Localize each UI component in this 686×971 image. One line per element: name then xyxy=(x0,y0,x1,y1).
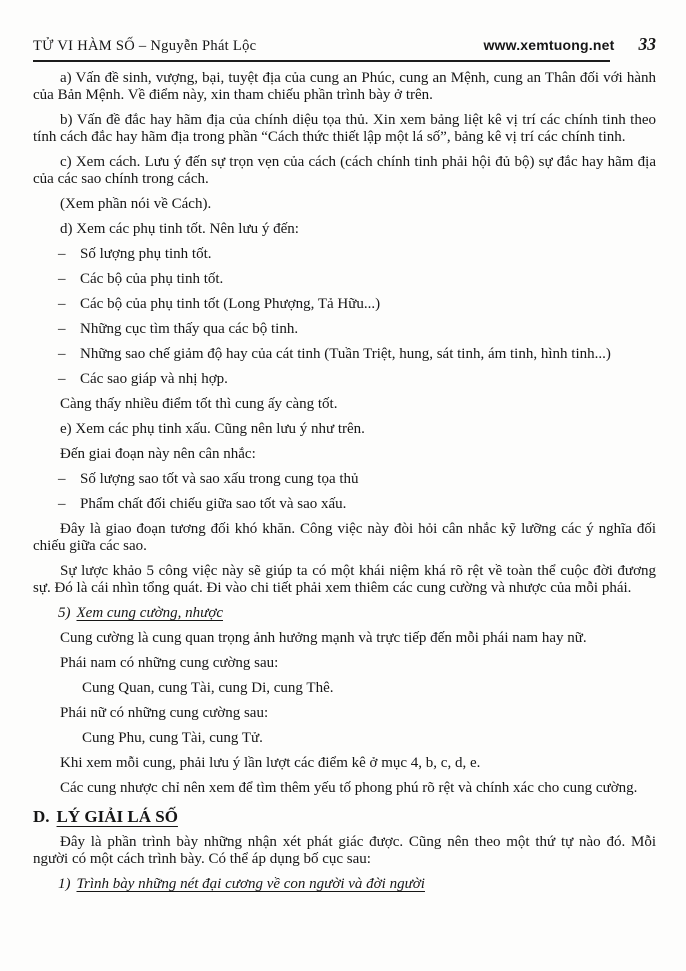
book-title: TỬ VI HÀM SỐ – Nguyễn Phát Lộc xyxy=(33,38,257,54)
paragraph: Khi xem mỗi cung, phải lưu ý lần lượt các điểm kê ở mục 4, b, c, d, e. xyxy=(60,755,481,771)
website-url: www.xemtuong.net xyxy=(483,37,615,53)
bullet-text: Số lượng phụ tinh tốt. xyxy=(80,246,212,262)
bullet-item xyxy=(58,496,656,513)
bullet-dash-icon: – xyxy=(58,321,66,337)
paragraph: Phái nữ có những cung cường sau: xyxy=(60,705,269,721)
bullet-item xyxy=(58,371,656,388)
running-head xyxy=(33,34,656,55)
page-number: 33 xyxy=(638,34,656,54)
bullet-dash-icon: – xyxy=(58,246,66,262)
paragraph: a) Vấn đề sinh, vượng, bại, tuyệt địa của cung an Phúc, cung an Mệnh, cung an Thân đối với hành của Bản Mệnh. Về điểm này, xin tham chiếu phần trình bày ở trên. xyxy=(33,70,656,103)
bullet-item xyxy=(58,346,656,363)
bullet-dash-icon: – xyxy=(58,296,66,312)
heading-text: Trình bày những nét đại cương về con người và đời người xyxy=(76,876,425,892)
bullet-item xyxy=(58,471,656,488)
paragraph: d) Xem các phụ tinh tốt. Nên lưu ý đến: xyxy=(60,221,299,237)
paragraph: Sự lược khảo 5 công việc này sẽ giúp ta có một khái niệm khá rõ rệt về toàn thể cuộc đời đương sự. Đó là cái nhìn tổng quát. Đi vào chi tiết phải xem thiêm các cung cường và nhược của mỗi phái. xyxy=(33,563,656,596)
bullet-item xyxy=(58,246,656,263)
indented-line: Cung Quan, cung Tài, cung Di, cung Thê. xyxy=(82,680,334,696)
paragraph: (Xem phần nói về Cách). xyxy=(60,196,212,212)
heading-prefix: D. xyxy=(33,807,50,826)
bullet-item xyxy=(58,271,656,288)
paragraph: e) Xem các phụ tinh xấu. Cũng nên lưu ý như trên. xyxy=(60,421,365,437)
bullet-dash-icon: – xyxy=(58,496,66,512)
heading-prefix: 1) xyxy=(58,876,71,892)
paragraph: Càng thấy nhiều điểm tốt thì cung ấy càng tốt. xyxy=(60,396,338,412)
section-heading xyxy=(33,807,656,826)
bullet-text: Phẩm chất đối chiếu giữa sao tốt và sao xấu. xyxy=(80,496,347,512)
paragraph: b) Vấn đề đắc hay hãm địa của chính diệu tọa thủ. Xin xem bảng liệt kê vị trí các chính tinh theo tính cách đắc hay hãm địa trong phần “Cách thức thiết lập một lá số”, bảng kê vị trí các chính tinh. xyxy=(33,112,656,145)
bullet-dash-icon: – xyxy=(58,371,66,387)
paragraph: c) Xem cách. Lưu ý đến sự trọn vẹn của cách (cách chính tinh phải hội đủ bộ) sự đắc hay hãm địa của các sao chính trong cách. xyxy=(33,154,656,187)
paragraph: Đây là phần trình bày những nhận xét phát giác được. Cũng nên theo một thứ tự nào đó. Mỗi người có một cách trình bày. Có thể áp dụng bố cục sau: xyxy=(33,834,656,867)
bullet-text: Những sao chế giảm độ hay của cát tinh (Tuần Triệt, hung, sát tinh, ám tinh, hình tinh...) xyxy=(80,346,611,362)
subsection-heading xyxy=(58,605,656,622)
header-rule xyxy=(33,60,610,62)
bullet-dash-icon: – xyxy=(58,471,66,487)
heading-prefix: 5) xyxy=(58,605,71,621)
page-header xyxy=(33,34,656,62)
paragraph: Đến giai đoạn này nên cân nhắc: xyxy=(60,446,256,462)
paragraph: Các cung nhược chỉ nên xem để tìm thêm yếu tố phong phú rõ rệt và chính xác cho cung cường. xyxy=(60,780,638,796)
bullet-dash-icon: – xyxy=(58,271,66,287)
bullet-text: Các bộ của phụ tinh tốt. xyxy=(80,271,224,287)
heading-text: LÝ GIẢI LÁ SỐ xyxy=(56,807,178,826)
bullet-dash-icon: – xyxy=(58,346,66,362)
indented-line: Cung Phu, cung Tài, cung Tử. xyxy=(82,730,263,746)
subsection-heading xyxy=(58,876,656,893)
bullet-text: Số lượng sao tốt và sao xấu trong cung tọa thủ xyxy=(80,471,359,487)
header-right xyxy=(483,34,656,55)
paragraph: Cung cường là cung quan trọng ảnh hưởng mạnh và trực tiếp đến mỗi phái nam hay nữ. xyxy=(60,630,587,646)
bullet-text: Các sao giáp và nhị hợp. xyxy=(80,371,228,387)
paragraph: Đây là giao đoạn tương đối khó khăn. Công việc này đòi hỏi cân nhắc kỹ lưỡng các ý nghĩa đối chiếu giữa các sao. xyxy=(33,521,656,554)
bullet-item xyxy=(58,321,656,338)
bullet-text: Những cục tìm thấy qua các bộ tinh. xyxy=(80,321,299,337)
bullet-text: Các bộ của phụ tinh tốt (Long Phượng, Tả Hữu...) xyxy=(80,296,381,312)
page-body xyxy=(33,70,656,893)
bullet-item xyxy=(58,296,656,313)
paragraph: Phái nam có những cung cường sau: xyxy=(60,655,279,671)
heading-text: Xem cung cường, nhược xyxy=(76,605,223,621)
